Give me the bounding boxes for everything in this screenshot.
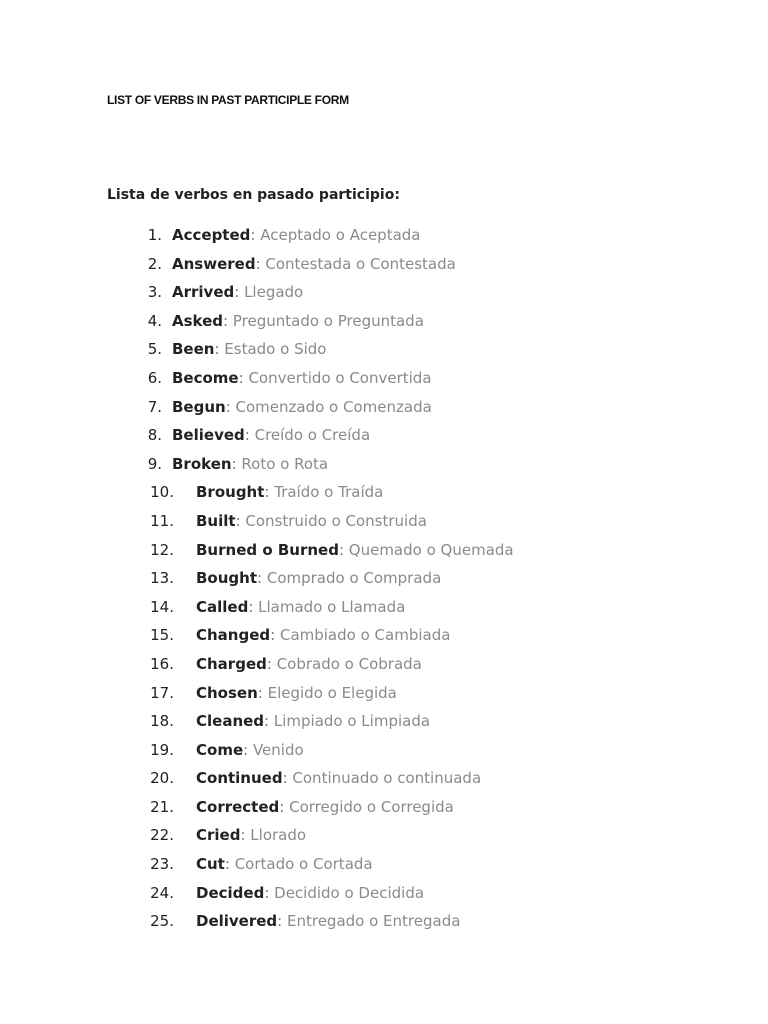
english-verb: Cleaned — [196, 712, 265, 731]
spanish-translation: Comprado o Comprada — [266, 569, 442, 588]
list-item-body — [172, 365, 432, 391]
english-verb: Been — [172, 340, 215, 359]
list-item-body — [172, 394, 432, 420]
list-item-number: 20. — [150, 769, 174, 788]
separator: : — [257, 683, 268, 702]
english-verb: Built — [196, 511, 236, 530]
separator: : — [244, 426, 255, 445]
english-verb: Brought — [196, 483, 265, 502]
list-item-body — [172, 251, 456, 277]
separator: : — [255, 254, 266, 273]
list-item — [0, 765, 768, 794]
spanish-translation: Continuado o continuada — [292, 769, 482, 788]
spanish-translation: Contestada o Contestada — [265, 254, 456, 273]
english-verb: Answered — [172, 254, 256, 273]
spanish-translation: Cobrado o Cobrada — [276, 654, 422, 673]
english-verb: Changed — [196, 626, 271, 645]
english-verb: Charged — [196, 654, 267, 673]
list-item-body — [196, 851, 373, 877]
list-item-body — [196, 651, 422, 677]
list-item-number: 2. — [147, 254, 162, 273]
list-item — [0, 479, 768, 508]
list-item-body — [172, 279, 303, 305]
separator: : — [248, 597, 259, 616]
verb-list — [0, 222, 768, 937]
spanish-translation: Venido — [252, 740, 304, 759]
list-item-number: 11. — [150, 511, 174, 530]
list-item-body — [172, 336, 326, 362]
list-item-body — [196, 708, 430, 734]
list-item-number: 12. — [150, 540, 174, 559]
document-title: LIST OF VERBS IN PAST PARTICIPLE FORM — [107, 93, 349, 107]
separator: : — [234, 283, 245, 302]
list-item-body — [196, 765, 481, 791]
separator: : — [264, 712, 274, 731]
english-verb: Broken — [172, 454, 232, 473]
list-item — [0, 537, 768, 566]
spanish-translation: Convertido o Convertida — [248, 368, 432, 387]
list-item — [0, 365, 768, 394]
english-verb: Become — [172, 368, 239, 387]
english-verb: Cut — [196, 855, 225, 874]
list-item — [0, 336, 768, 365]
list-item-body — [196, 880, 424, 906]
list-item-body — [196, 565, 441, 591]
list-item-body — [196, 622, 450, 648]
separator: : — [264, 483, 275, 502]
separator: : — [277, 912, 287, 931]
list-item — [0, 565, 768, 594]
separator: : — [266, 654, 277, 673]
list-item-number: 10. — [150, 483, 174, 502]
list-item-number: 9. — [147, 454, 162, 473]
separator: : — [214, 340, 225, 359]
separator: : — [257, 569, 267, 588]
list-item-body — [172, 308, 424, 334]
separator: : — [250, 226, 261, 244]
english-verb: Come — [196, 740, 244, 759]
list-item-number: 1. — [147, 226, 162, 244]
list-item-number: 25. — [150, 912, 174, 931]
list-item-number: 4. — [147, 311, 162, 330]
spanish-translation: Quemado o Quemada — [348, 540, 514, 559]
list-item — [0, 251, 768, 280]
separator: : — [279, 797, 290, 816]
english-verb: Corrected — [196, 797, 280, 816]
list-item-body — [172, 422, 370, 448]
english-verb: Believed — [172, 426, 245, 445]
spanish-translation: Creído o Creída — [254, 426, 371, 445]
separator: : — [264, 883, 275, 902]
list-item — [0, 737, 768, 766]
list-item — [0, 422, 768, 451]
list-item — [0, 851, 768, 880]
spanish-translation: Cortado o Cortada — [234, 855, 373, 874]
list-item — [0, 594, 768, 623]
list-item — [0, 794, 768, 823]
list-item — [0, 708, 768, 737]
spanish-translation: Cambiado o Cambiada — [279, 626, 451, 645]
separator: : — [243, 740, 253, 759]
list-item-number: 13. — [150, 569, 174, 588]
list-item-number: 19. — [150, 740, 174, 759]
spanish-translation: Estado o Sido — [224, 340, 327, 359]
section-heading: Lista de verbos en pasado participio: — [107, 187, 400, 203]
english-verb: Arrived — [172, 283, 235, 302]
separator: : — [338, 540, 349, 559]
spanish-translation: Llamado o Llamada — [258, 597, 406, 616]
spanish-translation: Preguntado o Preguntada — [232, 311, 424, 330]
english-verb: Burned o Burned — [196, 540, 339, 559]
list-item-number: 5. — [147, 340, 162, 359]
separator: : — [224, 855, 235, 874]
list-item — [0, 279, 768, 308]
separator: : — [223, 311, 233, 330]
list-item-number: 7. — [147, 397, 162, 416]
list-item-number: 24. — [150, 883, 174, 902]
english-verb: Cried — [196, 826, 241, 845]
list-item-number: 22. — [150, 826, 174, 845]
list-item-number: 16. — [150, 654, 174, 673]
english-verb: Bought — [196, 569, 258, 588]
list-item-body — [172, 222, 420, 248]
separator: : — [231, 454, 242, 473]
separator: : — [235, 511, 246, 530]
list-item-body — [196, 594, 405, 620]
english-verb: Delivered — [196, 912, 278, 931]
spanish-translation: Aceptado o Aceptada — [260, 226, 421, 244]
spanish-translation: Limpiado o Limpiada — [273, 712, 431, 731]
list-item — [0, 651, 768, 680]
list-item-number: 15. — [150, 626, 174, 645]
list-item-body — [172, 451, 328, 477]
list-item-number: 3. — [147, 283, 162, 302]
spanish-translation: Comenzado o Comenzada — [235, 397, 432, 416]
list-item-number: 8. — [147, 426, 162, 445]
separator: : — [270, 626, 280, 645]
english-verb: Asked — [172, 311, 224, 330]
list-item-number: 21. — [150, 797, 174, 816]
list-item-body — [196, 737, 304, 763]
list-item — [0, 622, 768, 651]
english-verb: Begun — [172, 397, 226, 416]
spanish-translation: Roto o Rota — [241, 454, 329, 473]
list-item — [0, 880, 768, 909]
separator: : — [282, 769, 293, 788]
list-item-body — [196, 479, 383, 505]
list-item-body — [196, 508, 427, 534]
spanish-translation: Entregado o Entregada — [287, 912, 461, 931]
list-item-number: 18. — [150, 712, 174, 731]
spanish-translation: Traído o Traída — [274, 483, 384, 502]
english-verb: Decided — [196, 883, 265, 902]
list-item-body — [196, 537, 514, 563]
list-item-body — [196, 908, 460, 934]
list-item — [0, 222, 768, 251]
spanish-translation: Llegado — [244, 283, 304, 302]
list-item-body — [196, 794, 454, 820]
separator: : — [240, 826, 251, 845]
list-item — [0, 822, 768, 851]
list-item — [0, 394, 768, 423]
separator: : — [225, 397, 236, 416]
english-verb: Chosen — [196, 683, 258, 702]
list-item-number: 14. — [150, 597, 174, 616]
spanish-translation: Construido o Construida — [245, 511, 427, 530]
separator: : — [238, 368, 249, 387]
list-item — [0, 308, 768, 337]
list-item — [0, 680, 768, 709]
list-item-body — [196, 822, 306, 848]
spanish-translation: Decidido o Decidida — [274, 883, 425, 902]
list-item-number: 6. — [147, 368, 162, 387]
english-verb: Continued — [196, 769, 283, 788]
list-item-number: 23. — [150, 855, 174, 874]
list-item-body — [196, 680, 397, 706]
spanish-translation: Elegido o Elegida — [267, 683, 397, 702]
list-item — [0, 451, 768, 480]
english-verb: Accepted — [172, 226, 251, 244]
spanish-translation: Llorado — [250, 826, 307, 845]
list-item-number: 17. — [150, 683, 174, 702]
spanish-translation: Corregido o Corregida — [289, 797, 454, 816]
english-verb: Called — [196, 597, 249, 616]
list-item — [0, 908, 768, 937]
list-item — [0, 508, 768, 537]
